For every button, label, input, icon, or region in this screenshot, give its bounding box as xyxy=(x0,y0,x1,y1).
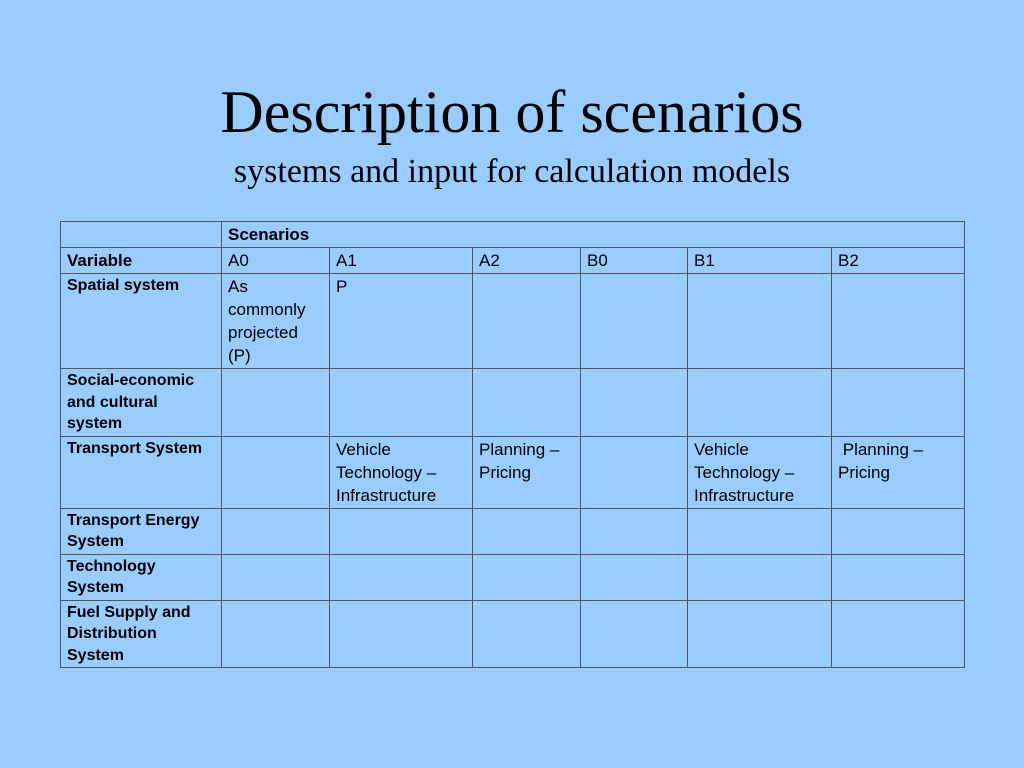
table-cell xyxy=(688,508,832,554)
table-cell xyxy=(330,600,473,668)
scenarios-table xyxy=(60,221,965,668)
row-label-spatial-system: Spatial system xyxy=(61,274,222,369)
table-cell xyxy=(330,508,473,554)
table-cell xyxy=(330,554,473,600)
row-label-transport-system: Transport System xyxy=(61,436,222,508)
table-cell xyxy=(688,369,832,437)
table-cell xyxy=(222,369,330,437)
table-cell xyxy=(581,274,688,369)
table-cell: Vehicle Technology – Infrastructure xyxy=(688,436,832,508)
table-row xyxy=(61,508,965,554)
scenario-header-b0: B0 xyxy=(581,248,688,274)
table-cell xyxy=(222,600,330,668)
variable-header: Variable xyxy=(61,248,222,274)
table-cell xyxy=(473,274,581,369)
row-label-transport-energy-system: Transport Energy System xyxy=(61,508,222,554)
table-cell xyxy=(222,436,330,508)
slide-subtitle: systems and input for calculation models xyxy=(233,153,791,190)
table-row xyxy=(61,600,965,668)
table-cell xyxy=(473,600,581,668)
table-cell xyxy=(832,554,965,600)
table-cell: Planning – Pricing xyxy=(473,436,581,508)
table-row xyxy=(61,274,965,369)
table-cell: As commonly projected (P) xyxy=(222,274,330,369)
table-row xyxy=(61,436,965,508)
table-cell xyxy=(473,508,581,554)
table-cell xyxy=(473,554,581,600)
table-corner-cell xyxy=(61,222,222,248)
table-cell: Planning – Pricing xyxy=(832,436,965,508)
slide-title: Description of scenarios xyxy=(220,79,804,145)
row-label-social-economic-system: Social-economic and cultural system xyxy=(61,369,222,437)
table-cell xyxy=(832,508,965,554)
table-row xyxy=(61,554,965,600)
table-cell xyxy=(688,600,832,668)
table-cell xyxy=(688,274,832,369)
table-cell xyxy=(473,369,581,437)
table-cell xyxy=(330,369,473,437)
scenario-header-a0: A0 xyxy=(222,248,330,274)
table-cell xyxy=(581,369,688,437)
scenario-header-b2: B2 xyxy=(832,248,965,274)
table-cell xyxy=(581,436,688,508)
scenarios-header: Scenarios xyxy=(222,222,965,248)
table-cell xyxy=(832,600,965,668)
table-cell xyxy=(832,369,965,437)
row-label-fuel-supply-system: Fuel Supply and Distribution System xyxy=(61,600,222,668)
row-label-technology-system: Technology System xyxy=(61,554,222,600)
table-cell xyxy=(832,274,965,369)
scenario-header-a2: A2 xyxy=(473,248,581,274)
variable-row xyxy=(61,248,965,274)
scenario-header-a1: A1 xyxy=(330,248,473,274)
table-cell xyxy=(581,508,688,554)
table-cell xyxy=(688,554,832,600)
table-cell xyxy=(222,508,330,554)
scenario-header-b1: B1 xyxy=(688,248,832,274)
table-cell: P xyxy=(330,274,473,369)
table-header-row xyxy=(61,222,965,248)
table-row xyxy=(61,369,965,437)
table-cell xyxy=(581,554,688,600)
table-cell xyxy=(222,554,330,600)
table-cell xyxy=(581,600,688,668)
table-cell: Vehicle Technology – Infrastructure xyxy=(330,436,473,508)
